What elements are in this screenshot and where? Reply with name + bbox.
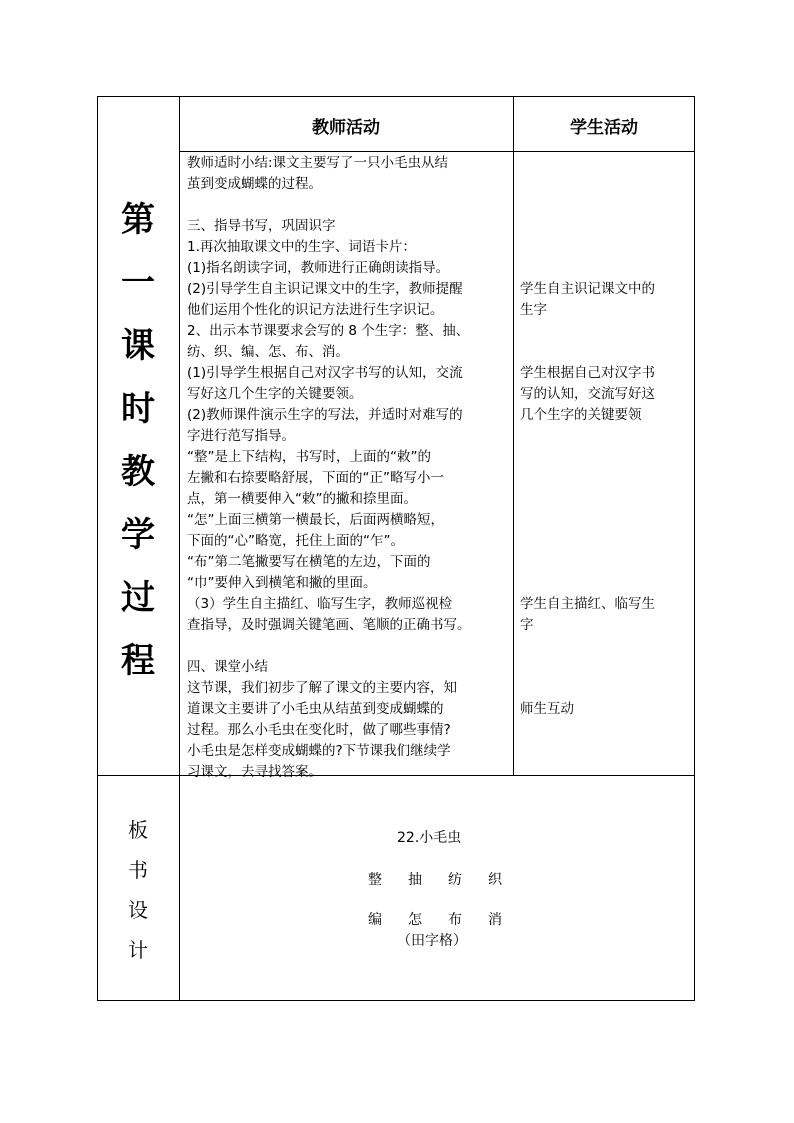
teacher-line: 字进行范写指导。 [187,428,295,444]
board-label-char: 计 [128,938,148,962]
student-note-line: 学生自主识记课文中的 [520,281,655,297]
label-column-divider [179,96,180,1001]
board-label-char: 设 [128,898,148,922]
process-label-char: 课 [121,326,155,366]
student-note-line: 学生根据自己对汉字书 [520,365,655,381]
student-note-line: 几个生字的关键要领 [520,407,642,423]
teacher-line: 他们运用个性化的识记方法进行生字识记。 [187,302,444,318]
process-label-char: 教 [121,452,155,492]
board-char: 布 [448,912,462,928]
board-label-char: 书 [128,858,148,882]
teacher-line: “怎”上面三横第一横最长，后面两横略短， [187,512,444,528]
teacher-section-heading: 三、指导书写，巩固识字 [187,218,336,234]
student-note-line: 师生互动 [520,701,574,717]
header-row-divider [179,151,695,152]
board-title: 22.小毛虫 [397,830,462,846]
student-note-line: 生字 [520,302,547,318]
teacher-line: (2)引导学生自主识记课文中的生字，教师提醒 [187,281,463,297]
teacher-line: 点，第一横要伸入“敕”的撇和捺里面。 [187,491,417,507]
teacher-line: 小毛虫是怎样变成蝴蝶的?下节课我们继续学 [187,743,451,759]
process-label-char: 过 [121,578,155,618]
teacher-line: 这节课，我们初步了解了课文的主要内容，知 [187,680,457,696]
board-char: 纺 [448,872,462,888]
teacher-line: 下面的“心”略宽，托住上面的“乍”。 [187,533,404,549]
teacher-line: 左撇和右捺要略舒展，下面的“正”略写小一 [187,470,444,486]
header-teacher-activity: 教师活动 [312,118,380,138]
teacher-line: (1)引导学生根据自己对汉字书写的认知，交流 [187,365,463,381]
table-border-right [694,96,695,1001]
teacher-line: 茧到变成蝴蝶的过程。 [187,176,322,192]
table-border-top [97,96,695,97]
board-label-char: 板 [128,818,148,842]
teacher-line: 查指导，及时强调关键笔画、笔顺的正确书写。 [187,617,471,633]
teacher-line: (2)教师课件演示生字的写法，并适时对难写的 [187,407,463,423]
process-label-char: 一 [121,263,155,303]
student-note-line: 学生自主描红、临写生 [520,596,655,612]
lesson-plan-table [97,96,695,1001]
teacher-line: 2、出示本节课要求会写的 8 个生字：整、抽、 [187,323,470,339]
process-label-char: 学 [121,515,155,555]
table-border-bottom [97,1000,695,1001]
teacher-line: “布”第二笔撇要写在横笔的左边，下面的 [187,554,431,570]
board-char: 抽 [408,872,422,888]
header-student-activity: 学生活动 [570,118,638,138]
teacher-line: （3）学生自主描红、临写生字，教师巡视检 [187,596,453,612]
teacher-line: 道课文主要讲了小毛虫从结茧到变成蝴蝶的 [187,701,444,717]
student-note-line: 写的认知，交流写好这 [520,386,655,402]
teacher-line: 写好这几个生字的关键要领。 [187,386,363,402]
board-char: 整 [368,872,382,888]
process-label-char: 时 [121,389,155,429]
board-char: 消 [488,912,502,928]
teacher-section-heading: 四、课堂小结 [187,659,268,675]
teacher-line: 过程。那么小毛虫在变化时，做了哪些事情? [187,722,451,738]
board-char: 织 [488,872,502,888]
process-label-char: 第 [121,200,155,240]
teacher-line: 纺、织、编、怎、布、消。 [187,344,349,360]
teacher-line: 1.再次抽取课文中的生字、词语卡片： [187,239,416,255]
board-char: 编 [368,912,382,928]
teacher-line: 习课文，去寻找答案。 [187,764,322,780]
board-char: 怎 [408,912,422,928]
board-note: （田字格） [397,933,467,949]
teacher-line: “巾”要伸入到横笔和撇的里面。 [187,575,377,591]
teacher-line: 教师适时小结:课文主要写了一只小毛虫从结 [187,155,449,171]
teacher-line: (1)指名朗读字词，教师进行正确朗读指导。 [187,260,450,276]
process-label-char: 程 [121,641,155,681]
student-note-line: 字 [520,617,534,633]
teacher-line: “整”是上下结构，书写时，上面的“敕”的 [187,449,431,465]
